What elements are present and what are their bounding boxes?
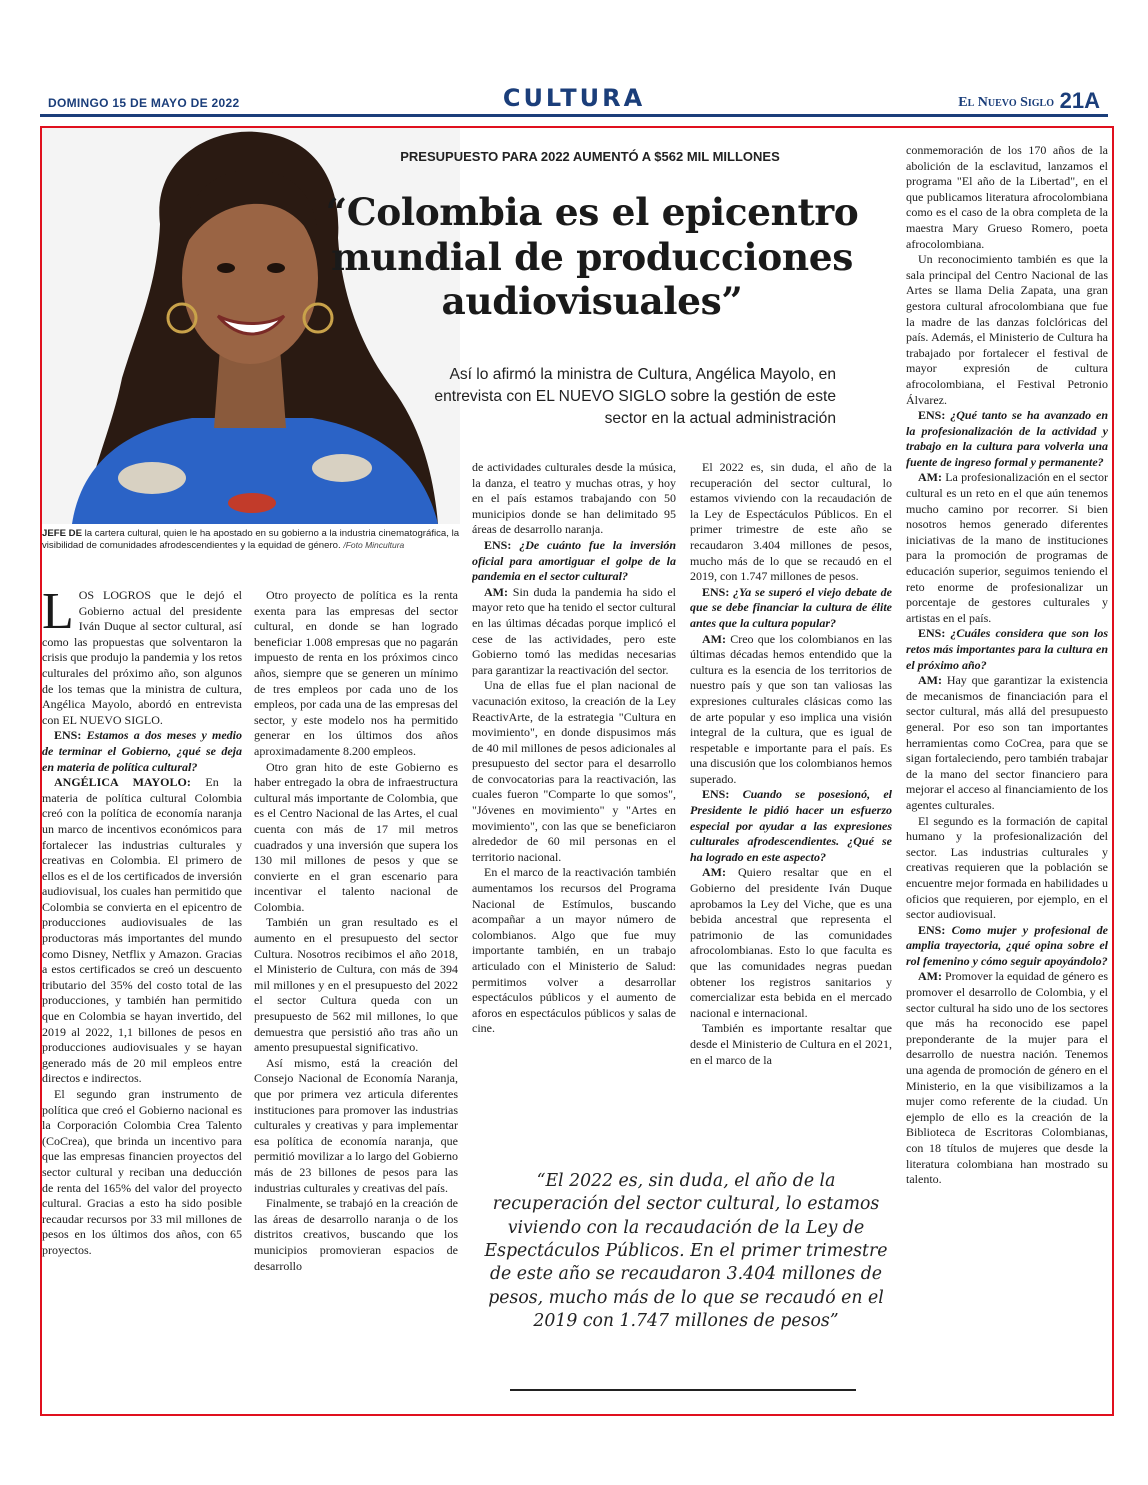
question-text: Estamos a dos meses y medio de terminar el Gobierno, ¿qué se deja en materia de política cultural?	[42, 728, 242, 774]
paragraph: El segundo es la formación de capital humano y la profesionalización del sector. Las industrias culturales y creativas requieren que la población se encuentre mejor formada en habilidades u oficios que requieren, por ejemplo, en el sector audiovisual.	[906, 813, 1108, 922]
paragraph: En el marco de la reactivación también aumentamos los recursos del Programa Nacional de Estímulos, buscando acompañar a un mayor número de colombianos. Algo que fue muy importante también, en un trabajo articulado con el Ministerio de Salud: permitimos volver a desarrollar espectáculos públicos y el aumento de aforos en espectáculos públicos y salas de cine.	[472, 865, 676, 1036]
paragraph: El 2022 es, sin duda, el año de la recuperación del sector cultural, lo estamos viviendo con la recaudación de la Ley de Espectáculos Públicos. En el primer trimestre de este año se recaudaron 3.404 millones de pesos, mucho más de lo que se recaudó en el 2019, con 1.747 millones de pesos.	[690, 460, 892, 584]
paragraph: También un gran resultado es el aumento en el presupuesto del sector Cultura. Nosotros recibimos el año 2018, el Ministerio de Cultura, con más de 394 mil millones y en el presupuesto del 2022 el sector Cultura queda con un presupuesto de 562 mil millones, lo que demuestra que persistió año tras año un amento presupuestal significativo.	[254, 915, 458, 1055]
answer-text: Creo que los colombianos en las últimas décadas hemos entendido que la cultura es la esencia de los territorios de nuestro país y que son tan valiosas las expresiones culturales clásicas como las de arte popular y eso implica una visión integral de la cultura, que es igual de respetable e importante para el país. Es una discusión que los colombianos hemos superado.	[690, 631, 892, 786]
header-rule	[40, 114, 1108, 117]
pull-quote-rule	[510, 1389, 856, 1391]
caption-lead: JEFE DE	[42, 528, 82, 539]
speaker-label: AM:	[484, 584, 508, 599]
minister-photo	[42, 128, 460, 524]
speaker-label: ENS:	[918, 408, 946, 423]
answer-text: Quiero resaltar que en el Gobierno del presidente Iván Duque aprobamos la Ley del Viche, que es una bebida ancestral que representa el patrimonio de las comunidades afrocolombianas. Esto lo que faculta es que las comunidades negras puedan obtener los registros sanitarios y comercializar esta bebida en el mercado nacional e internacional.	[690, 865, 892, 1020]
answer-text: Sin duda la pandemia ha sido el mayor reto que ha tenido el sector cultural en las últimas décadas porque implicó el cese de las actividades, pero este Gobierno tomó las medidas necesarias para garantizar la reactivación del sector.	[472, 584, 676, 677]
page-header	[40, 84, 1108, 120]
photo-caption	[42, 528, 462, 553]
answer	[906, 969, 1108, 1187]
question-text: Como mujer y profesional de amplia trayectoria, ¿qué opina sobre el rol femenino y cómo seguir apoyándolo?	[906, 922, 1108, 968]
speaker-label: AM:	[702, 631, 726, 646]
speaker-label: AM:	[918, 969, 942, 984]
speaker-label: ENS:	[54, 728, 82, 743]
page-number: 21A	[1059, 88, 1100, 113]
article-kicker: PRESUPUESTO PARA 2022 AUMENTÓ A $562 MIL MILLONES	[400, 149, 780, 164]
question	[906, 626, 1108, 673]
speaker-label: ANGÉLICA MAYOLO:	[54, 775, 191, 790]
article-deck: Así lo afirmó la ministra de Cultura, Angélica Mayolo, en entrevista con EL NUEVO SIGLO sobre la gestión de este sector en la actual administración	[434, 366, 836, 428]
speaker-label: ENS:	[918, 922, 946, 937]
newspaper-name: El Nuevo Siglo	[958, 95, 1054, 110]
answer	[690, 632, 892, 788]
pull-quote: “El 2022 es, sin duda, el año de la recuperación del sector cultural, lo estamos viviendo con la recaudación de la Ley de Espectáculos Públicos. En el primer trimestre de este año se recaudaron 3.404 millones de pesos, mucho más de lo que se recaudó en el 2019 con 1.747 millones de pesos”	[484, 1171, 888, 1332]
question	[472, 538, 676, 585]
speaker-label: AM:	[918, 470, 942, 485]
answer	[690, 865, 892, 1021]
speaker-label: AM:	[702, 865, 726, 880]
speaker-label: ENS:	[918, 626, 946, 641]
paragraph	[42, 588, 242, 728]
answer-text: La profesionalización en el sector cultural es un reto en el que aún tenemos mucho camino por recorrer. Si bien nosotros hemos generado diferentes iniciativas de la mano de instituciones para la promoción de programas de educación superior, seguimos teniendo el reto enorme de profesionalizar un porcentaje de gestores culturales y artistas en el país.	[906, 470, 1108, 625]
answer	[906, 673, 1108, 813]
speaker-label: ENS:	[484, 537, 512, 552]
paragraph: El segundo gran instrumento de política que creó el Gobierno nacional es la Corporación Colombia Crea Talento (CoCrea), que brinda un incentivo para que las empresas financien proyectos del sector cultural y reciban una deducción de renta del 165% del valor del proyecto cultural. Gracias a esto ha sido posible recaudar recursos por 33 mil millones de pesos en los últimos dos años, con 65 proyectos.	[42, 1087, 242, 1257]
question	[690, 787, 892, 865]
speaker-label: ENS:	[702, 584, 730, 599]
question-text: Cuando se posesionó, el Presidente le pidió hacer un esfuerzo especial por ayudar a las expresiones culturales afrodescendientes. ¿Qué se ha logrado en este aspecto?	[690, 787, 892, 864]
article-column-3	[472, 460, 676, 1162]
paragraph: de actividades culturales desde la música, la danza, el teatro y muchas otras, y hoy en el país estamos trabajando con 50 municipios donde se han delimitado 95 áreas de desarrollo naranja.	[472, 460, 676, 537]
answer-text: En la materia de política cultural Colombia creó con la política de economía naranja un marco de incentivos económicos para fortalecer las industrias culturales y creativas en Colombia. El primero de ellos es el de los certificados de inversión audiovisual, los cuales han permitido que Colombia se convierta en el epicentro de producciones audiovisuales de las productoras más importantes del mundo como Disney, Netflix y Amazon. Gracias a estos certificados se creó un descuento tributario del 35% del costo total de las producciones, y también han permitido que en Colombia se hayan invertido, del 2019 al 2022, 1,1 billones de pesos en producciones audiovisuales y se hayan generado más de 20 mil empleos entre directos e indirectos.	[42, 775, 242, 1086]
drop-cap: L	[42, 588, 74, 640]
paragraph: También es importante resaltar que desde el Ministerio de Cultura en el 2021, en el marco de la	[690, 1021, 892, 1067]
answer-text: Promover la equidad de género es promover el desarrollo de Colombia, y el sector cultural ha sido uno de los sectores que más ha reconocido ese papel preponderante de la mujer para el desarrollo de nuestra nación. Tenemos una agenda de promoción de género en el Ministerio, en la que visibilizamos a la mujer como referente de la ciudad. Un ejemplo de ello es la creación de la Biblioteca de Escritoras Colombianas, con 18 títulos de mujeres que desde la literatura colombiana han mostrado su talento.	[906, 969, 1108, 1187]
paragraph: Así mismo, está la creación del Consejo Nacional de Economía Naranja, que por primera vez articula diferentes instituciones para promover las industrias culturales y creativas y para implementar esa política de economía naranja, que permitió movilizar a lo largo del Gobierno más de 23 billones de pesos para las industrias culturales y creativas del país.	[254, 1055, 458, 1195]
paragraph: conmemoración de los 170 años de la abolición de la esclavitud, lanzamos el programa "El año de la Libertad", en el que publicamos literatura afrocolombiana como es el caso de la obra completa de la maestra Mary Grueso Romero, poeta afrocolombiana.	[906, 143, 1108, 251]
answer	[906, 470, 1108, 626]
answer	[472, 585, 676, 679]
question-text: ¿Qué tanto se ha avanzado en la profesionalización de la actividad y trabajo en la cultura para volverla una fuente de ingreso formal y permanente?	[906, 408, 1108, 469]
paragraph: Una de ellas fue el plan nacional de vacunación exitoso, la creación de la Ley ReactivArte, de la estrategia "Cultura en movimiento", en donde dispusimos más de 40 mil millones de pesos adicionales al presupuesto del sector para el desarrollo de convocatorias para la reactivación, las cuales fueron "Comparte lo que somos", "Jóvenes en movimiento" y "Artes en movimiento", con las que se beneficiaron alrededor de 60 mil personas en el territorio nacional.	[472, 678, 676, 864]
paragraph: Un reconocimiento también es que la sala principal del Centro Nacional de las Artes se llama Delia Zapata, una gran gestora cultural afrocolombiana que fue la madre de las danzas folclóricas del país. Además, el Ministerio de Cultura ha trabajado por fortalecer el festival de mayor expresión de cultura afrocolombiana, el Festival Petronio Álvarez.	[906, 252, 1108, 407]
photo-credit: /Foto Mincultura	[343, 540, 405, 551]
answer	[42, 775, 242, 1087]
paragraph: Finalmente, se trabajó en la creación de las áreas de desarrollo naranja o de los distritos creativos, buscando que los municipios promovieran espacios de desarrollo	[254, 1196, 458, 1273]
article-column-4	[690, 460, 892, 1162]
issue-date: DOMINGO 15 DE MAYO DE 2022	[48, 96, 240, 110]
question-text: ¿Cuáles considera que son los retos más importantes para la cultura en el próximo año?	[906, 626, 1108, 672]
question	[690, 585, 892, 632]
article-column-5	[906, 143, 1108, 1405]
article-headline: “Colombia es el epicentro mundial de producciones audiovisuales”	[325, 190, 859, 324]
caption-text: la cartera cultural, quien le ha apostado en su gobierno a la industria cinematográfica, la visibilidad de comunidades afrodescendientes y la equidad de género.	[42, 528, 460, 552]
portrait-illustration	[42, 128, 460, 524]
article-column-1	[42, 588, 242, 1402]
speaker-label: AM:	[918, 673, 942, 688]
question	[906, 923, 1108, 970]
question	[906, 408, 1108, 470]
speaker-label: ENS:	[702, 787, 730, 802]
paragraph: Otro proyecto de política es la renta exenta para las empresas del sector cultural, en donde se han logrado beneficiar 1.008 empresas que no pagarán impuesto de renta en los próximos cinco años, siempre que se generen un mínimo de tres empleos por cada uno de los empleos, por cada una de las empresas del sector, y este modelo nos ha permitido generar en los últimos dos años aproximadamente 8.200 empleos.	[254, 588, 458, 758]
section-title: CULTURA	[502, 84, 646, 112]
question	[42, 728, 242, 775]
paragraph-text: OS LOGROS que le dejó el Gobierno actual del presidente Iván Duque al sector cultural, así como las propuestas que solventaron la crisis que produjo la pandemia y los retos culturales del próximo año, son algunos de los temas que la ministra de cultura, Angélica Mayolo, abordó en entrevista con EL NUEVO SIGLO.	[42, 588, 242, 727]
question-text: ¿Ya se superó el viejo debate de que se debe financiar la cultura de élite antes que la cultura popular?	[690, 584, 892, 630]
paragraph: Otro gran hito de este Gobierno es haber entregado la obra de infraestructura cultural más importante de Colombia, que es el Centro Nacional de las Artes, el cual cuenta con más de 17 mil metros cuadrados y una inversión que supera los 130 mil millones de pesos y que se convierte en el gran escenario para incentivar el talento nacional de Colombia.	[254, 759, 458, 914]
question-text: ¿De cuánto fue la inversión oficial para amortiguar el golpe de la pandemia en el sector cultural?	[472, 537, 676, 584]
article-column-2	[254, 588, 458, 1402]
answer-text: Hay que garantizar la existencia de mecanismos de financiación para el sector cultural, más allá del presupuesto general. Por eso son tan importantes herramientas como CoCrea, para que se sigan fortaleciendo, pero también trabajar de la mano del sector financiero para mejorar el acceso al financiamiento de los agentes culturales.	[906, 673, 1108, 812]
